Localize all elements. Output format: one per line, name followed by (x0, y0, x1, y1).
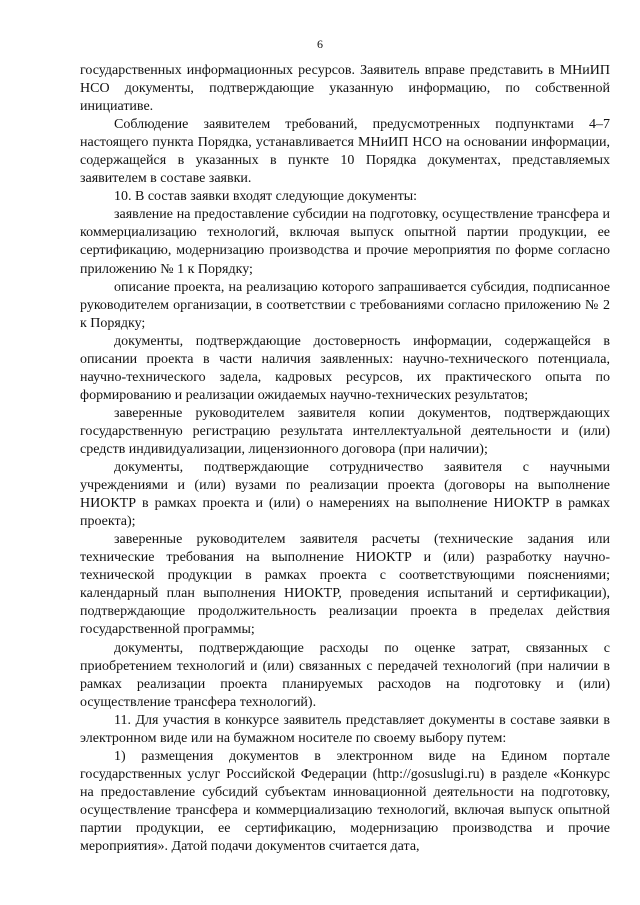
paragraph-continuation: государственных информационных ресурсов. Заявитель вправе представить в МНиИП НСО документы, подтверждающие указанную информацию, по собственной инициативе. (80, 63, 610, 115)
document-body (80, 62, 610, 856)
paragraph-subitem-1: 1) размещения документов в электронном виде на Едином портале государственных услуг Российской Федерации (http://gosuslugi.ru) в разделе «Конкурс на предоставление субсидий субъектам инновационной деятельности на подготовку, осуществление трансфера и коммерциализацию технологий, включая выпуск опытной партии продукции, ее сертификацию, модернизацию производства и прочие мероприятия». Датой подачи документов считается дата, (80, 748, 610, 855)
paragraph-project-description: описание проекта, на реализацию которого запрашивается субсидия, подписанное руководителем организации, в соответствии с требованиями согласно приложению № 2 к Порядку; (80, 279, 610, 331)
paragraph-calculations: заверенные руководителем заявителя расчеты (технические задания или технические требования на выполнение НИОКТР и (или) разработку научно-технической продукции в рамках проекта с соответствующими пояснениями; календарный план выполнения НИОКТР, проведения испытаний и сертификации), подтверждающие продолжительность реализации проекта в пределах действия государственной программы; (80, 532, 610, 638)
paragraph-item-11: 11. Для участия в конкурсе заявитель представляет документы в составе заявки в электронном виде или на бумажном носителе по своему выбору путем: (80, 712, 610, 746)
paragraph-item-10: 10. В состав заявки входят следующие документы: (114, 189, 417, 205)
paragraph-application-form: заявление на предоставление субсидии на подготовку, осуществление трансфера и коммерциализацию технологий, включая выпуск опытной партии продукции, ее сертификацию, модернизацию производства и прочие мероприятия по форме согласно приложению № 1 к Порядку; (80, 207, 610, 277)
page-number: 6 (317, 37, 323, 51)
paragraph-reliability-documents: документы, подтверждающие достоверность информации, содержащейся в описании проекта в части наличия заявленных: научно-технического потенциала, научно-технического задела, кадровых ресурсов, их практического опыта по формированию и реализации ожидаемых научно-технических результатов; (80, 333, 610, 403)
paragraph-cooperation-documents: документы, подтверждающие сотрудничество заявителя с научными учреждениями и (или) вузами по реализации проекта (договоры на выполнение НИОКТР в рамках проекта и (или) о намерениях на выполнение НИОКТР в рамках проекта); (80, 460, 610, 530)
paragraph-expense-documents: документы, подтверждающие расходы по оценке затрат, связанных с приобретением технологий и (или) связанных с передачей технологий (при наличии в рамках реализации проекта планируемых расходов на подготовку и (или) осуществление трансфера технологий). (80, 640, 610, 710)
paragraph-compliance: Соблюдение заявителем требований, предусмотренных подпунктами 4–7 настоящего пункта Порядка, устанавливается МНиИП НСО на основании информации, содержащейся в указанных в пункте 10 Порядка документах, представляемых заявителем в составе заявки. (80, 117, 610, 187)
paragraph-registration-copies: заверенные руководителем заявителя копии документов, подтверждающих государственную регистрацию результата интеллектуальной деятельности и (или) средств индивидуализации, лицензионного договора (при наличии); (80, 405, 610, 457)
